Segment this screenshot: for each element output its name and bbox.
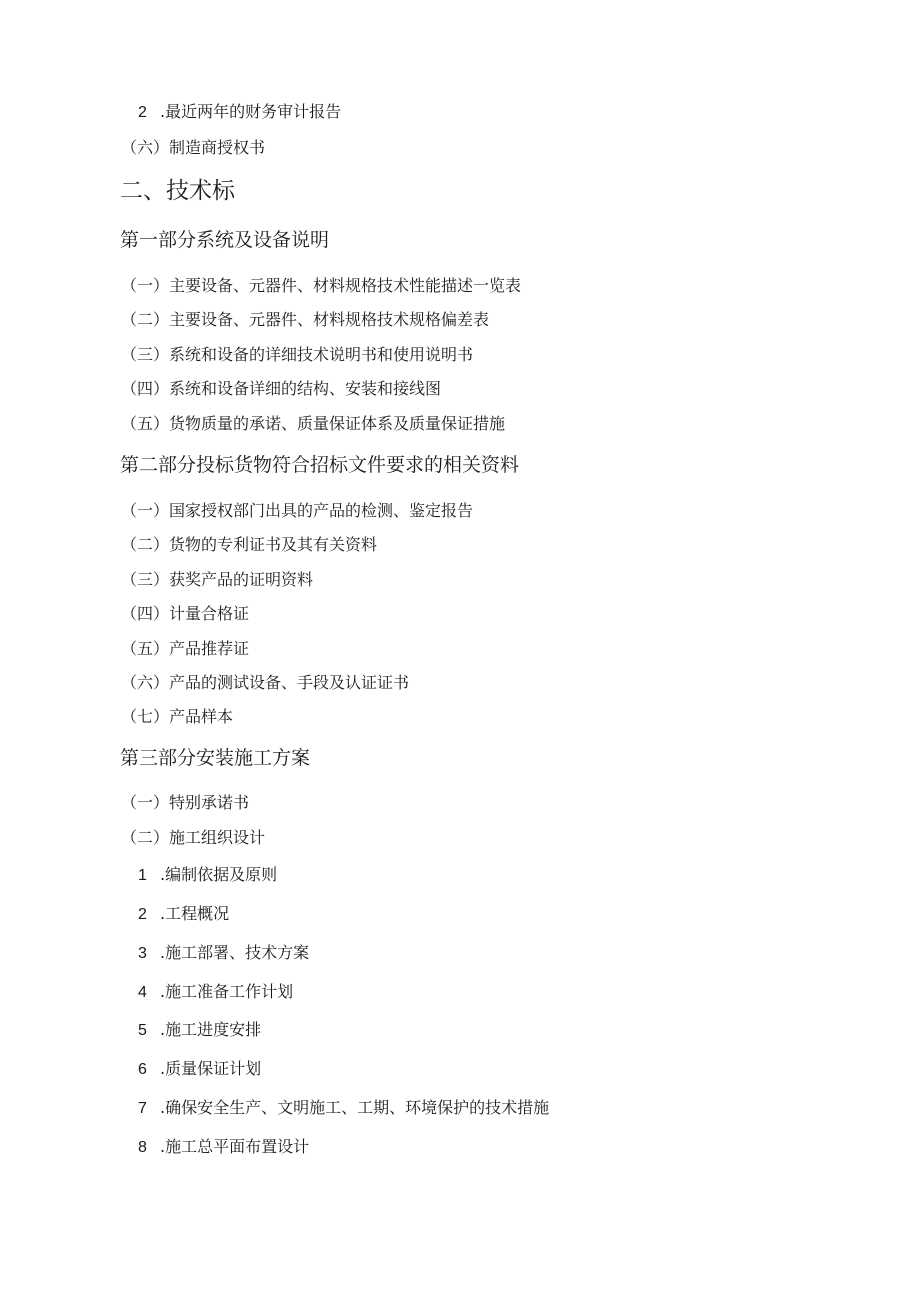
list-item-numbered <box>138 945 309 962</box>
list-item-numbered <box>138 1061 261 1078</box>
list-item-parenthesized: （六）产品的测试设备、手段及认证证书 <box>121 673 410 692</box>
item-number: 6 <box>138 1061 147 1078</box>
list-item-parenthesized: （二）施工组织设计 <box>121 828 266 847</box>
section-heading: 二、技术标 <box>120 178 235 204</box>
item-text: .施工进度安排 <box>160 1020 262 1039</box>
list-item-numbered <box>138 1139 309 1156</box>
item-text: .确保安全生产、文明施工、工期、环境保护的技术措施 <box>160 1098 550 1117</box>
item-text: .施工总平面布置设计 <box>160 1137 310 1156</box>
item-number: 8 <box>138 1139 147 1156</box>
list-item-parenthesized: （五）产品推荐证 <box>121 639 250 658</box>
item-text: .编制依据及原则 <box>160 865 278 884</box>
list-item-parenthesized: （六）制造商授权书 <box>121 138 266 157</box>
list-item-parenthesized: （三）系统和设备的详细技术说明书和使用说明书 <box>121 345 474 364</box>
part-heading: 第二部分投标货物符合招标文件要求的相关资料 <box>120 454 520 476</box>
item-text: .施工准备工作计划 <box>160 982 294 1001</box>
list-item-parenthesized: （三）获奖产品的证明资料 <box>121 570 314 589</box>
list-item-parenthesized: （一）国家授权部门出具的产品的检测、鉴定报告 <box>121 501 474 520</box>
list-item-numbered <box>138 867 277 884</box>
list-item-parenthesized: （四）系统和设备详细的结构、安装和接线图 <box>121 379 442 398</box>
item-text: .最近两年的财务审计报告 <box>160 102 342 121</box>
item-number: 2 <box>138 906 147 923</box>
item-text: .质量保证计划 <box>160 1059 262 1078</box>
list-item-numbered <box>138 1100 549 1117</box>
item-number: 1 <box>138 867 147 884</box>
item-number: 2 <box>138 104 147 121</box>
part-heading: 第三部分安装施工方案 <box>120 747 311 769</box>
list-item-numbered <box>138 906 229 923</box>
item-number: 7 <box>138 1100 147 1117</box>
list-item-numbered <box>138 104 341 121</box>
item-text: .工程概况 <box>160 904 230 923</box>
list-item-numbered <box>138 1022 261 1039</box>
list-item-numbered <box>138 984 293 1001</box>
list-item-parenthesized: （五）货物质量的承诺、质量保证体系及质量保证措施 <box>121 414 506 433</box>
item-number: 5 <box>138 1022 147 1039</box>
item-text: .施工部署、技术方案 <box>160 943 310 962</box>
list-item-parenthesized: （七）产品样本 <box>121 707 234 726</box>
part-heading: 第一部分系统及设备说明 <box>120 229 330 251</box>
list-item-parenthesized: （一）特别承诺书 <box>121 793 250 812</box>
list-item-parenthesized: （二）货物的专利证书及其有关资料 <box>121 535 378 554</box>
item-number: 4 <box>138 984 147 1001</box>
list-item-parenthesized: （二）主要设备、元器件、材料规格技术规格偏差表 <box>121 310 490 329</box>
item-number: 3 <box>138 945 147 962</box>
list-item-parenthesized: （四）计量合格证 <box>121 604 250 623</box>
list-item-parenthesized: （一）主要设备、元器件、材料规格技术性能描述一览表 <box>121 276 522 295</box>
